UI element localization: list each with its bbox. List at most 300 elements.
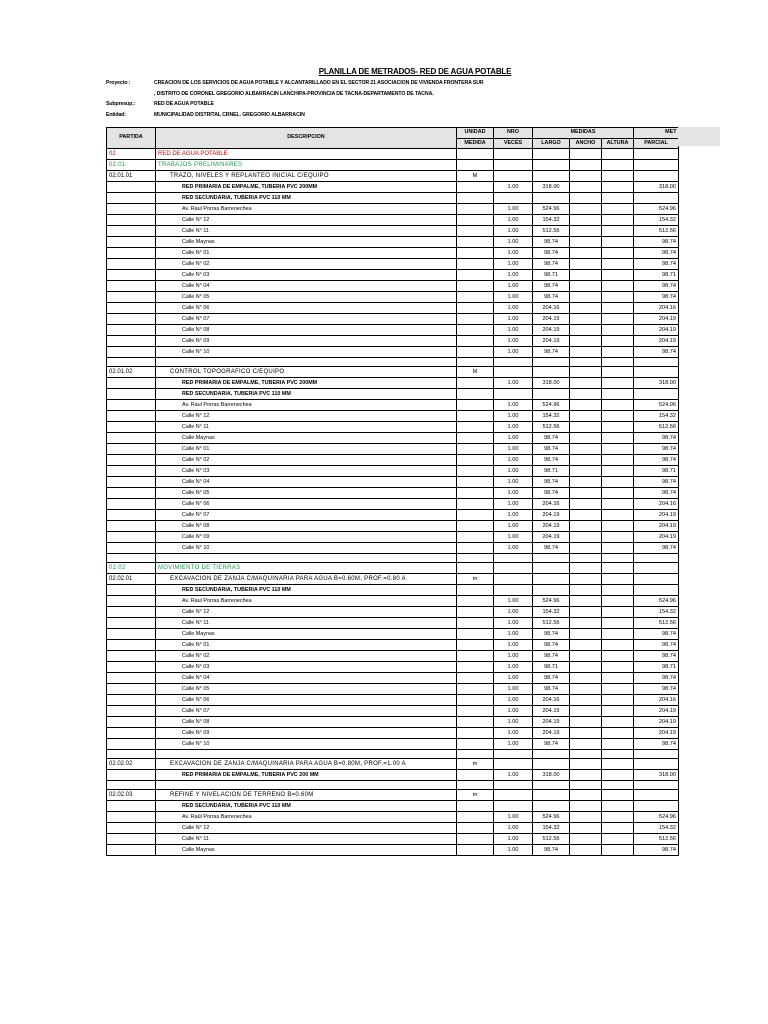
loc-row: [107, 739, 679, 750]
empty-cell: [602, 781, 634, 790]
spacer-row: [107, 781, 679, 790]
partida-cell: [107, 193, 156, 204]
unidad-cell: [457, 618, 494, 629]
task-row: [107, 171, 679, 182]
meta-entidad: [106, 112, 305, 118]
partida-cell: 02.02: [107, 563, 156, 574]
altura-cell: [602, 270, 634, 281]
sub-row: [107, 770, 679, 781]
partida-cell: [107, 204, 156, 215]
partida-cell: [107, 510, 156, 521]
parcial-cell: 98.74: [634, 433, 679, 444]
unidad-cell: [457, 336, 494, 347]
ancho-cell: [570, 389, 602, 400]
ancho-cell: [570, 226, 602, 237]
veces-cell: 1.00: [494, 444, 533, 455]
parcial-cell: 204.19: [634, 521, 679, 532]
ancho-cell: [570, 651, 602, 662]
partida-cell: [107, 466, 156, 477]
descripcion-cell: CONTROL TOPOGRAFICO C/EQUIPO: [156, 367, 457, 378]
descripcion-cell: Calle N° 03: [156, 466, 457, 477]
ancho-cell: [570, 662, 602, 673]
empty-cell: [156, 750, 457, 759]
veces-cell: 1.00: [494, 770, 533, 781]
altura-cell: [602, 325, 634, 336]
largo-cell: 204.19: [533, 706, 570, 717]
unidad-cell: [457, 259, 494, 270]
descripcion-cell: RED SECUNDARIA, TUBERIA PVC 110 MM: [156, 193, 457, 204]
empty-cell: [570, 750, 602, 759]
ancho-cell: [570, 488, 602, 499]
unidad-cell: [457, 270, 494, 281]
altura-cell: [602, 629, 634, 640]
parcial-cell: 98.74: [634, 488, 679, 499]
largo-cell: 98.74: [533, 684, 570, 695]
unidad-cell: [457, 640, 494, 651]
parcial-cell: 512.56: [634, 834, 679, 845]
altura-cell: [602, 477, 634, 488]
unidad-cell: [457, 237, 494, 248]
largo-cell: 204.19: [533, 521, 570, 532]
empty-cell: [533, 750, 570, 759]
loc-row: [107, 510, 679, 521]
meta-proyecto: [106, 80, 484, 86]
descripcion-cell: Calle N° 05: [156, 292, 457, 303]
partida-cell: [107, 226, 156, 237]
partida-cell: [107, 662, 156, 673]
largo-cell: [533, 160, 570, 171]
partida-cell: [107, 422, 156, 433]
altura-cell: [602, 596, 634, 607]
descripcion-cell: REFINE Y NIVELACION DE TERRENO B=0.60M: [156, 790, 457, 801]
header-unidad: UNIDAD: [457, 128, 494, 139]
parcial-cell: 98.74: [634, 455, 679, 466]
empty-cell: [156, 358, 457, 367]
altura-cell: [602, 314, 634, 325]
parcial-cell: 204.19: [634, 510, 679, 521]
largo-cell: 98.71: [533, 270, 570, 281]
partida-cell: [107, 823, 156, 834]
group-row: [107, 563, 679, 574]
partida-cell: [107, 215, 156, 226]
parcial-cell: 154.32: [634, 823, 679, 834]
largo-cell: 524.96: [533, 812, 570, 823]
descripcion-cell: Calle N° 01: [156, 248, 457, 259]
partida-cell: [107, 521, 156, 532]
descripcion-cell: Calle N° 07: [156, 706, 457, 717]
descripcion-cell: Calle N° 12: [156, 215, 457, 226]
ancho-cell: [570, 160, 602, 171]
ancho-cell: [570, 237, 602, 248]
largo-cell: 524.96: [533, 596, 570, 607]
parcial-cell: [634, 574, 679, 585]
unidad-cell: [457, 662, 494, 673]
largo-cell: 98.74: [533, 629, 570, 640]
altura-cell: [602, 455, 634, 466]
altura-cell: [602, 237, 634, 248]
unidad-cell: [457, 281, 494, 292]
loc-row: [107, 422, 679, 433]
loc-row: [107, 812, 679, 823]
header-veces: VECES: [494, 138, 533, 149]
loc-row: [107, 543, 679, 554]
meta-value: , DISTRITO DE CORONEL GREGORIO ALBARRACIN LANCHIPA-PROVINCIA DE TACNA-DEPARTAMENTO DE TACNA.: [154, 91, 434, 97]
meta-value: MUNICIPALIDAD DISTRITAL CRNEL. GREGORIO ALBARRACIN: [154, 112, 305, 118]
descripcion-cell: Calle N° 11: [156, 422, 457, 433]
unidad-cell: [457, 543, 494, 554]
descripcion-cell: Calle N° 03: [156, 662, 457, 673]
ancho-cell: [570, 563, 602, 574]
altura-cell: [602, 488, 634, 499]
altura-cell: [602, 444, 634, 455]
altura-cell: [602, 226, 634, 237]
altura-cell: [602, 171, 634, 182]
loc-row: [107, 303, 679, 314]
parcial-cell: 204.19: [634, 325, 679, 336]
parcial-cell: 154.32: [634, 411, 679, 422]
parcial-cell: 154.32: [634, 215, 679, 226]
descripcion-cell: Calle Maynas: [156, 845, 457, 856]
unidad-cell: [457, 422, 494, 433]
header-altura: ALTURA: [602, 138, 634, 149]
veces-cell: 1.00: [494, 237, 533, 248]
unidad-cell: [457, 823, 494, 834]
ancho-cell: [570, 684, 602, 695]
altura-cell: [602, 845, 634, 856]
parcial-cell: [634, 790, 679, 801]
altura-cell: [602, 204, 634, 215]
largo-cell: 512.56: [533, 422, 570, 433]
ancho-cell: [570, 706, 602, 717]
altura-cell: [602, 834, 634, 845]
veces-cell: 1.00: [494, 248, 533, 259]
descripcion-cell: Calle N° 05: [156, 684, 457, 695]
largo-cell: [533, 801, 570, 812]
altura-cell: [602, 378, 634, 389]
descripcion-cell: Calle N° 06: [156, 303, 457, 314]
partida-cell: [107, 477, 156, 488]
partida-cell: [107, 532, 156, 543]
largo-cell: 512.56: [533, 226, 570, 237]
loc-row: [107, 834, 679, 845]
parcial-cell: 512.56: [634, 422, 679, 433]
empty-cell: [107, 750, 156, 759]
descripcion-cell: Calle N° 12: [156, 607, 457, 618]
altura-cell: [602, 759, 634, 770]
veces-cell: [494, 171, 533, 182]
ancho-cell: [570, 259, 602, 270]
descripcion-cell: RED SECUNDARIA, TUBERIA PVC 110 MM: [156, 801, 457, 812]
loc-row: [107, 314, 679, 325]
parcial-cell: 98.74: [634, 444, 679, 455]
descripcion-cell: Calle N° 11: [156, 226, 457, 237]
veces-cell: 1.00: [494, 336, 533, 347]
parcial-cell: [634, 801, 679, 812]
partida-cell: [107, 640, 156, 651]
veces-cell: [494, 367, 533, 378]
descripcion-cell: Calle N° 06: [156, 695, 457, 706]
ancho-cell: [570, 400, 602, 411]
veces-cell: 1.00: [494, 292, 533, 303]
altura-cell: [602, 292, 634, 303]
parcial-cell: 204.19: [634, 728, 679, 739]
ancho-cell: [570, 182, 602, 193]
veces-cell: [494, 389, 533, 400]
parcial-cell: 98.74: [634, 845, 679, 856]
partida-cell: [107, 695, 156, 706]
loc-row: [107, 336, 679, 347]
unidad-cell: [457, 596, 494, 607]
veces-cell: 1.00: [494, 347, 533, 358]
empty-cell: [570, 781, 602, 790]
parcial-cell: 98.71: [634, 662, 679, 673]
empty-cell: [634, 554, 679, 563]
unidad-cell: [457, 739, 494, 750]
altura-cell: [602, 499, 634, 510]
veces-cell: 1.00: [494, 411, 533, 422]
unidad-cell: [457, 706, 494, 717]
largo-cell: 318.00: [533, 378, 570, 389]
partida-cell: [107, 812, 156, 823]
altura-cell: [602, 706, 634, 717]
ancho-cell: [570, 477, 602, 488]
header-met: MET: [634, 128, 679, 139]
section-row: [107, 149, 679, 160]
empty-cell: [494, 554, 533, 563]
ancho-cell: [570, 510, 602, 521]
unidad-cell: [457, 770, 494, 781]
header-overflow-fill: [678, 127, 720, 146]
parcial-cell: 98.74: [634, 248, 679, 259]
altura-cell: [602, 400, 634, 411]
partida-cell: [107, 834, 156, 845]
parcial-cell: 98.74: [634, 543, 679, 554]
ancho-cell: [570, 823, 602, 834]
loc-row: [107, 673, 679, 684]
largo-cell: 98.71: [533, 662, 570, 673]
veces-cell: 1.00: [494, 466, 533, 477]
empty-cell: [634, 750, 679, 759]
meta-subpresupuesto: [106, 101, 214, 107]
altura-cell: [602, 607, 634, 618]
partida-cell: [107, 499, 156, 510]
ancho-cell: [570, 292, 602, 303]
loc-row: [107, 532, 679, 543]
ancho-cell: [570, 812, 602, 823]
parcial-cell: 98.74: [634, 651, 679, 662]
veces-cell: 1.00: [494, 400, 533, 411]
largo-cell: [533, 759, 570, 770]
veces-cell: 1.00: [494, 510, 533, 521]
unidad-cell: [457, 303, 494, 314]
altura-cell: [602, 823, 634, 834]
altura-cell: [602, 347, 634, 358]
largo-cell: 98.74: [533, 347, 570, 358]
veces-cell: 1.00: [494, 651, 533, 662]
ancho-cell: [570, 728, 602, 739]
veces-cell: 1.00: [494, 204, 533, 215]
largo-cell: [533, 149, 570, 160]
empty-cell: [494, 358, 533, 367]
veces-cell: [494, 563, 533, 574]
largo-cell: 98.74: [533, 651, 570, 662]
partida-cell: [107, 629, 156, 640]
ancho-cell: [570, 596, 602, 607]
altura-cell: [602, 182, 634, 193]
unidad-cell: [457, 433, 494, 444]
descripcion-cell: EXCAVACION DE ZANJA C/MAQUINARIA PARA AGUA B=0.60M, PROF.=0.80 A: [156, 574, 457, 585]
loc-row: [107, 706, 679, 717]
veces-cell: 1.00: [494, 532, 533, 543]
altura-cell: [602, 640, 634, 651]
descripcion-cell: Calle N° 08: [156, 325, 457, 336]
meta-key: Proyecto :: [106, 80, 131, 86]
veces-cell: 1.00: [494, 629, 533, 640]
veces-cell: 1.00: [494, 834, 533, 845]
task-row: [107, 367, 679, 378]
loc-row: [107, 695, 679, 706]
veces-cell: 1.00: [494, 378, 533, 389]
parcial-cell: 204.16: [634, 695, 679, 706]
parcial-cell: 524.96: [634, 596, 679, 607]
loc-row: [107, 248, 679, 259]
veces-cell: 1.00: [494, 422, 533, 433]
parcial-cell: 512.56: [634, 226, 679, 237]
veces-cell: 1.00: [494, 281, 533, 292]
header-descripcion: DESCRIPCION: [156, 128, 457, 149]
largo-cell: 204.19: [533, 314, 570, 325]
parcial-cell: 98.71: [634, 270, 679, 281]
parcial-cell: 524.96: [634, 812, 679, 823]
descripcion-cell: Calle N° 02: [156, 651, 457, 662]
ancho-cell: [570, 717, 602, 728]
altura-cell: [602, 739, 634, 750]
partida-cell: [107, 347, 156, 358]
altura-cell: [602, 790, 634, 801]
veces-cell: 1.00: [494, 543, 533, 554]
veces-cell: 1.00: [494, 596, 533, 607]
veces-cell: [494, 585, 533, 596]
descripcion-cell: Calle N° 09: [156, 532, 457, 543]
veces-cell: 1.00: [494, 662, 533, 673]
loc-row: [107, 270, 679, 281]
unidad-cell: [457, 226, 494, 237]
parcial-cell: 98.71: [634, 466, 679, 477]
altura-cell: [602, 389, 634, 400]
empty-cell: [494, 781, 533, 790]
altura-cell: [602, 411, 634, 422]
altura-cell: [602, 433, 634, 444]
loc-row: [107, 596, 679, 607]
altura-cell: [602, 618, 634, 629]
parcial-cell: 98.74: [634, 477, 679, 488]
partida-cell: 02.02.03: [107, 790, 156, 801]
parcial-cell: 512.56: [634, 618, 679, 629]
loc-row: [107, 215, 679, 226]
loc-row: [107, 259, 679, 270]
altura-cell: [602, 281, 634, 292]
largo-cell: 154.32: [533, 607, 570, 618]
ancho-cell: [570, 433, 602, 444]
altura-cell: [602, 532, 634, 543]
parcial-cell: [634, 563, 679, 574]
partida-cell: [107, 801, 156, 812]
partida-cell: 02.01: [107, 160, 156, 171]
descripcion-cell: RED PRIMARIA DE EMPALME, TUBERIA PVC 200 MM: [156, 770, 457, 781]
unidad-cell: [457, 488, 494, 499]
sub-row: [107, 378, 679, 389]
ancho-cell: [570, 629, 602, 640]
descripcion-cell: RED PRIMARIA DE EMPALME, TUBERIA PVC 200MM: [156, 182, 457, 193]
partida-cell: [107, 248, 156, 259]
partida-cell: [107, 585, 156, 596]
partida-cell: [107, 433, 156, 444]
largo-cell: 204.19: [533, 336, 570, 347]
ancho-cell: [570, 171, 602, 182]
header-partida: PARTIDA: [107, 128, 156, 149]
veces-cell: 1.00: [494, 717, 533, 728]
partida-cell: [107, 543, 156, 554]
partida-cell: [107, 651, 156, 662]
largo-cell: 98.74: [533, 259, 570, 270]
ancho-cell: [570, 673, 602, 684]
ancho-cell: [570, 499, 602, 510]
largo-cell: 524.96: [533, 204, 570, 215]
largo-cell: 98.74: [533, 444, 570, 455]
largo-cell: 154.32: [533, 411, 570, 422]
altura-cell: [602, 193, 634, 204]
unidad-cell: [457, 563, 494, 574]
parcial-cell: [634, 171, 679, 182]
largo-cell: 98.74: [533, 845, 570, 856]
unidad-cell: [457, 728, 494, 739]
parcial-cell: 524.96: [634, 204, 679, 215]
ancho-cell: [570, 640, 602, 651]
partida-cell: 02: [107, 149, 156, 160]
descripcion-cell: Calle N° 02: [156, 455, 457, 466]
partida-cell: [107, 684, 156, 695]
altura-cell: [602, 336, 634, 347]
unidad-cell: [457, 585, 494, 596]
parcial-cell: 204.19: [634, 314, 679, 325]
veces-cell: 1.00: [494, 607, 533, 618]
largo-cell: 318.00: [533, 770, 570, 781]
veces-cell: 1.00: [494, 673, 533, 684]
largo-cell: 524.96: [533, 400, 570, 411]
loc-row: [107, 347, 679, 358]
descripcion-cell: TRAZO, NIVELES Y REPLANTEO INICIAL C/EQUIPO: [156, 171, 457, 182]
descripcion-cell: Calle Maynas: [156, 433, 457, 444]
altura-cell: [602, 303, 634, 314]
descripcion-cell: Calle N° 11: [156, 618, 457, 629]
unidad-cell: M: [457, 367, 494, 378]
veces-cell: [494, 160, 533, 171]
spacer-row: [107, 554, 679, 563]
largo-cell: [533, 171, 570, 182]
task-row: [107, 574, 679, 585]
veces-cell: 1.00: [494, 499, 533, 510]
ancho-cell: [570, 149, 602, 160]
unidad-cell: [457, 160, 494, 171]
empty-cell: [602, 554, 634, 563]
altura-cell: [602, 160, 634, 171]
parcial-cell: 204.19: [634, 336, 679, 347]
loc-row: [107, 521, 679, 532]
veces-cell: 1.00: [494, 488, 533, 499]
ancho-cell: [570, 574, 602, 585]
parcial-cell: 204.19: [634, 717, 679, 728]
largo-cell: [533, 389, 570, 400]
